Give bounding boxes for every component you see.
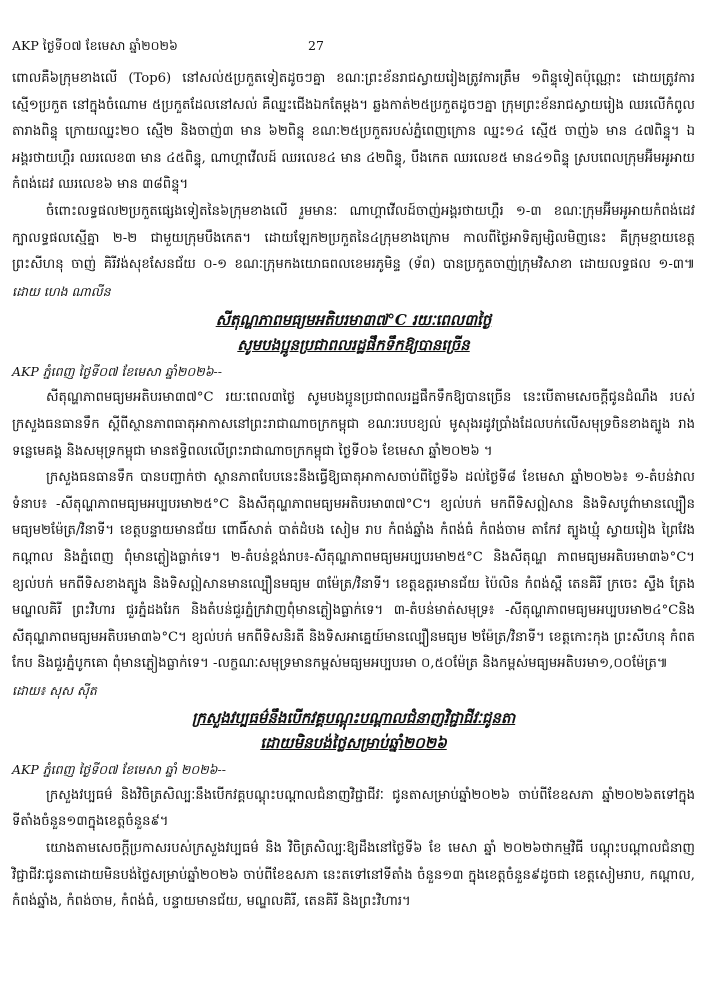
article-weather-headline — [12, 308, 695, 358]
article-football-paragraph-2-text: ចំពោះលទ្ធផល២ប្រកួតផ្សេងទៀតនៃ៦ក្រុមខាងលើ រួមមានៈ ណាហ្គាវើលដ៍ចាញ់អង្គរថាយហ្គឺរ ១-៣ ខណៈក្រុមអ៊ីមអូអាយកំពង់ដេវ ក្បាលទ្ធផលស្មើគ្នា ២-២ ជាមួយក្រុមបឹងកេត។ ដោយឡែក២ប្រកួតនៃ៤ក្រុមខាងក្រោម កាលពីថ្ងៃអាទិត្យម្សិលមិញនេះ គឺក្រុមខ្មាយខេត្តព្រះសីហនុ ចាញ់ គិរីវង់សុខសែនជ័យ ០-១ ខណៈក្រុមកងយោធពលខេមរភូមិន្ទ (ទ័ព) បានប្រកួតចាញ់ក្រុមវិសាខា ដោយលទ្ធផល ១-៣៕ — [12, 203, 695, 273]
article-weather-headline-line-2: សូមបងប្អូនប្រជាពលរដ្ឋផឹកទឹកឱ្យបានច្រើន — [237, 336, 470, 355]
article-football — [12, 66, 695, 306]
article-weather-author: ដោយ៖ សុស ស៊ីត — [12, 682, 97, 698]
article-football-author: ដោយ ហេង ណាលីន — [12, 283, 111, 299]
header-dateline: AKP ថ្ងៃទី០៧ ខែមេសា ឆ្នាំ២០២៦ — [12, 38, 178, 53]
article-vocational — [12, 706, 695, 916]
article-vocational-headline — [12, 706, 695, 756]
article-football-paragraph-1: ពោលគឺ៦ក្រុមខាងលើ (Top6) នៅសល់៥ប្រកួតទៀតដូចៗគ្នា ខណៈព្រះខ័នរាជស្វាយរៀងត្រូវការត្រឹម ១ពិន្ទុទៀតប៉ុណ្ណោះ ដោយត្រូវការស្មើ១ប្រកួត នៅក្នុងចំណោម ៥ប្រកួតដែលនៅសល់ គឺឈ្នះជើងឯកតែម្ដង។ ឆ្លងកាត់២៥ប្រកួតដូចៗគ្នា ក្រុមព្រះខ័នរាជស្វាយរៀង ឈរលើកំពូលតារាងពិន្ទុ ក្រោយឈ្នះ២០ ស្មើ២ និងចាញ់៣ មាន ៦២ពិន្ទុ ខណៈ២៥ប្រកួតរបស់ភ្នំពេញក្រោន ឈ្នះ១៤ ស្មើ៥ ចាញ់៦ មាន ៤៧ពិន្ទុ។ ឯអង្គរថាយហ្គឺរ ឈរលេខ៣ មាន ៤៥ពិន្ទុ, ណាហ្គាវើលដ៍ ឈរលេខ៤ មាន ៤២ពិន្ទុ, បឹងកេត ឈរលេខ៥ មាន៤១ពិន្ទុ ស្របពេលក្រុមអ៊ីមអូអាយកំពង់ដេវ ឈរលេខ៦ មាន ៣៨ពិន្ទុ។ — [12, 71, 695, 193]
article-weather-headline-line-1: សីតុណ្ហភាពមធ្យមអតិបរមា៣៧°C រយៈពេល៣ថ្ងៃ — [215, 311, 492, 330]
article-vocational-paragraph-1: ក្រសួងវប្បធម៌ និងវិចិត្រសិល្បៈនឹងបើកវគ្គបណ្ដុះបណ្ដាលជំនាញវិជ្ជាជីវៈ ជូនតាសម្រាប់ឆ្នាំ២០២៦ ចាប់ពីខែឧសភា ឆ្នាំ២០២៦តទៅក្នុងទីតាំងចំនួន១៣ក្នុងខេត្តចំនួន៩។ — [12, 787, 695, 830]
article-vocational-headline-line-2: ដោយមិនបង់ថ្លៃសម្រាប់ឆ្នាំ២០២៦ — [260, 733, 447, 752]
document-page — [12, 0, 695, 1000]
article-weather — [12, 308, 695, 704]
page-number: 27 — [308, 38, 324, 53]
article-weather-paragraph-2: ក្រសួងធនធានទឹក បានបញ្ជាក់ថា ស្ថានភាពបែបនេះនឹងធ្វើឱ្យធាតុអាកាសចាប់ពីថ្ងៃទី៦ ដល់ថ្ងៃទី៨ ខែមេសា ឆ្នាំ២០២៦៖ ១-តំបន់វាលទំនាប៖ -សីតុណ្ហភាពមធ្យមអប្បបរមា២៥°C និងសីតុណ្ហភាពមធ្យមអតិបរមា៣៧°C។ ខ្យល់បក់ មកពីទិសឦសាន និងទិសបូព៌ាមានល្បឿនមធ្យម២ម៉ែត្រ/វិនាទី។ ខេត្តបន្ទាយមានជ័យ ពោធិ៍សាត់ បាត់ដំបង សៀម រាប កំពង់ឆ្នាំង កំពង់ធំ កំពង់ចាម តាកែវ ត្បូងឃ្មុំ ស្វាយរៀង ព្រៃវែង កណ្ដាល និងភ្នំពេញ ពុំមានភ្លៀងធ្លាក់ទេ។ ២-តំបន់ខ្ពង់រាប៖-សីតុណ្ហភាពមធ្យមអប្បបរមា២៥°C និងសីតុណ្ហ ភាពមធ្យមអតិបរមា៣៦°C។ ខ្យល់បក់ មកពីទិសខាងត្បូង និងទិសឦសានមានល្បឿនមធ្យម ៣ម៉ែត្រ/វិនាទី។ ខេត្តឧត្តរមានជ័យ ប៉ៃលិន កំពង់ស្ពឺ តេនគិរី ក្រចេះ ស្ទឹង ត្រែង មណ្ឌលគិរី ព្រះវិហារ ជួរភ្នំដងរែក និងតំបន់ជួរភ្នំក្រវាញពុំមានភ្លៀងធ្លាក់ទេ។ ៣-តំបន់មាត់សមុទ្រ៖ -សីតុណ្ហភាពមធ្យមអប្បបរមា២៤°Cនិងសីតុណ្ហភាពមធ្យមអតិបរមា៣៦°C។ ខ្យល់បក់ មកពីទិសនិរតី និងទិសអាគ្នេយ៍មានល្បឿនមធ្យម ២ម៉ែត្រ/វិនាទី។ ខេត្តកោះកុង ព្រះសីហនុ កំពត កែប និងជួរភ្នំបូកគោ ពុំមានភ្លៀងធ្លាក់ទេ។ -លក្ខណៈសមុទ្រមានកម្ពស់មធ្យមអប្បបរមា ០,៥០ម៉ែត្រ និងកម្ពស់មធ្យមអតិបរមា១,០០ម៉ែត្រ៕ — [12, 470, 695, 672]
article-vocational-headline-line-1: ក្រសួងវប្បធម៌នឹងបើកវគ្គបណ្ដុះបណ្ដាលជំនាញវិជ្ជាជីវៈជូនតា — [191, 708, 516, 727]
article-football-paragraph-2 — [12, 199, 695, 306]
article-vocational-dateline: AKP ភ្នំពេញ ថ្ងៃទី០៧ ខែមេសា ឆ្នាំ ២០២៦-- — [12, 761, 226, 777]
article-weather-dateline: AKP ភ្នំពេញ ថ្ងៃទី០៧ ខែមេសា ឆ្នាំ២០២៦-- — [12, 364, 222, 380]
article-weather-paragraph-1: សីតុណ្ហភាពមធ្យមអតិបរមា៣៧°C រយៈពេល៣ថ្ងៃ សូមបងប្អូនប្រជាពលរដ្ឋផឹកទឹកឱ្យបានច្រើន នេះបើតាមសេចក្ដីជូនដំណឹង របស់ក្រសួងធនធានទឹក ស្ដីពីស្ថានភាពធាតុអាកាសនៅព្រះរាជាណាចក្រកម្ពុជា ខណៈរបបខ្យល់ មូសុងរដូវប្រាំងដែលបក់លើសមុទ្រចិនខាងត្បូង រាងទន្លេមេគង្គ និងសមុទ្រកម្ពុជា មានឥទ្ធិពលលើព្រះរាជាណាចក្រកម្ពុជា ថ្ងៃទី០៦ ខែមេសា ឆ្នាំ២០២៦ ។ — [12, 390, 695, 459]
article-vocational-paragraph-2: យោងតាមសេចក្ដីប្រកាសរបស់ក្រសួងវប្បធម៌ និង វិចិត្រសិល្បៈឱ្យដឹងនៅថ្ងៃទី៦ ខែ មេសា ឆ្នាំ ២០២៦ថាកម្មវិធី បណ្ដុះបណ្ដាលជំនាញវិជ្ជាជីវៈជូនតាដោយមិនបង់ថ្លៃសម្រាប់ឆ្នាំ២០២៦ ចាប់ពីខែឧសភា នេះតទៅនៅទីតាំង ចំនួន១៣ ក្នុងខេត្តចំនួន៩ដូចជា ខេត្តសៀមរាប, កណ្ដាល, កំពង់ឆ្នាំង, កំពង់ចាម, កំពង់ធំ, បន្ទាយមានជ័យ, មណ្ឌលគិរី, តេនគិរី និងព្រះវិហារ។ — [12, 841, 695, 910]
page-header — [12, 0, 695, 66]
